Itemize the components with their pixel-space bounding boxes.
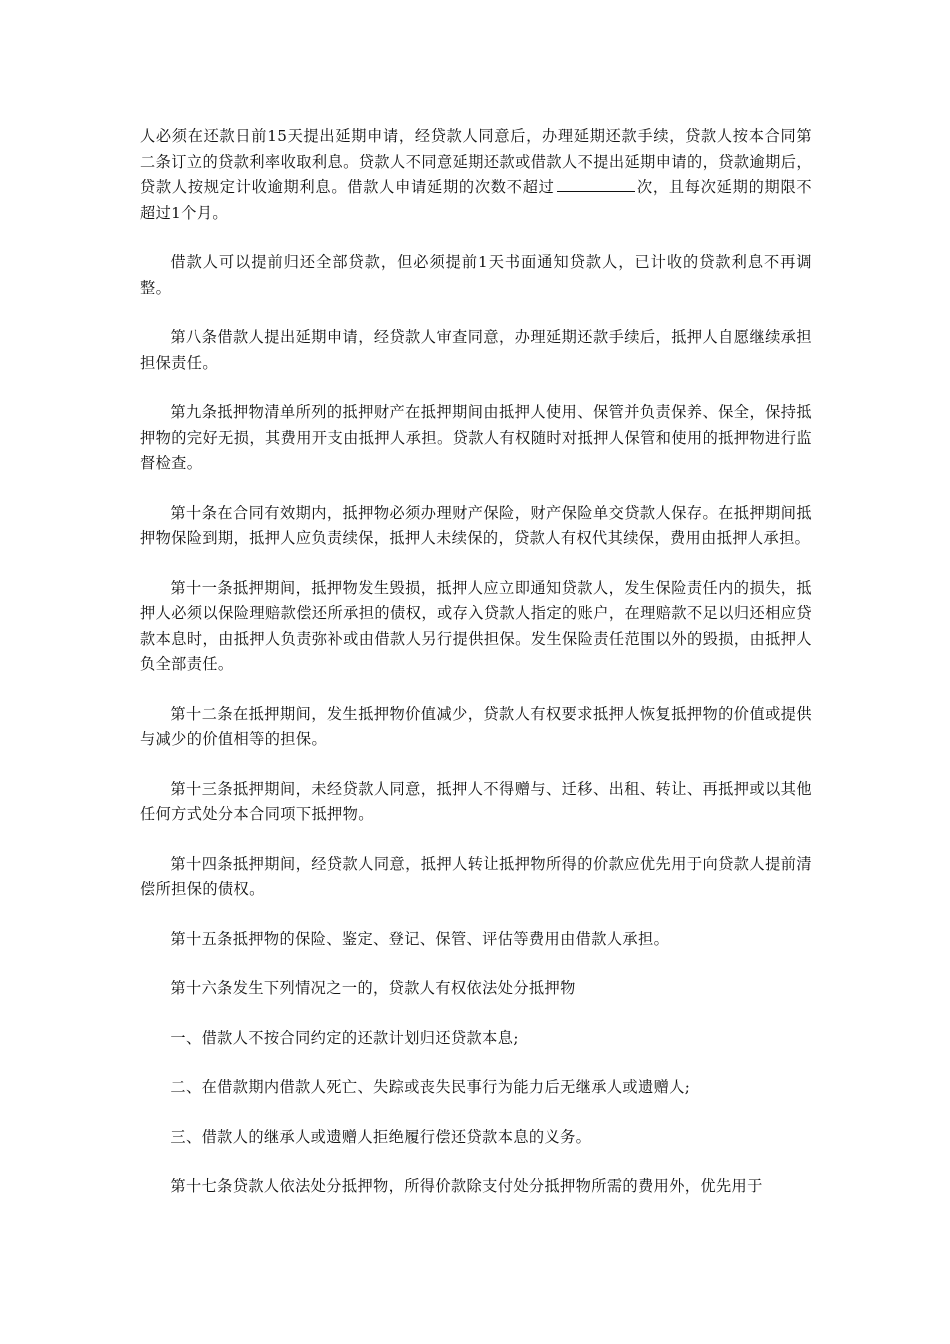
fill-in-blank	[557, 176, 635, 192]
article-16-item-3: 三、借款人的继承人或遗赠人拒绝履行偿还贷款本息的义务。	[170, 1127, 592, 1146]
paragraph-text: 次，且每次延期的期限不超过1个月。	[140, 178, 812, 222]
article-9: 第九条抵押物清单所列的抵押财产在抵押期间由抵押人使用、保管并负责保养、保全，保持抵押物的完好无损，其费用开支由抵押人承担。贷款人有权随时对抵押人保管和使用的抵押物进行监督检查。	[140, 403, 812, 472]
document-page	[140, 124, 812, 1200]
paragraph-text: 人必须在还款日前15天提出延期申请，经贷款人同意后，办理延期还款手续，贷款人按本合同第二条订立的贷款利率收取利息。贷款人不同意延期还款或借款人不提出延期申请的，贷款逾期后，贷款人按规定计收逾期利息。借款人申请延期的次数不超过	[140, 127, 812, 196]
paragraph-continuation	[140, 124, 812, 226]
article-14: 第十四条抵押期间，经贷款人同意，抵押人转让抵押物所得的价款应优先用于向贷款人提前清偿所担保的债权。	[140, 854, 812, 898]
article-13: 第十三条抵押期间，未经贷款人同意，抵押人不得赠与、迁移、出租、转让、再抵押或以其他任何方式处分本合同项下抵押物。	[140, 779, 812, 823]
article-16-item-2: 二、在借款期内借款人死亡、失踪或丧失民事行为能力后无继承人或遗赠人;	[170, 1078, 691, 1096]
article-11: 第十一条抵押期间，抵押物发生毁损，抵押人应立即通知贷款人，发生保险责任内的损失，抵押人必须以保险理赔款偿还所承担的债权，或存入贷款人指定的账户，在理赔款不足以归还相应贷款本息时，由抵押人负责弥补或由借款人另行提供担保。发生保险责任范围以外的毁损，由抵押人负全部责任。	[140, 578, 812, 673]
article-17: 第十七条贷款人依法处分抵押物，所得价款除支付处分抵押物所需的费用外，优先用于	[170, 1177, 763, 1195]
article-15: 第十五条抵押物的保险、鉴定、登记、保管、评估等费用由借款人承担。	[170, 929, 670, 948]
article-16: 第十六条发生下列情况之一的，贷款人有权依法处分抵押物	[170, 979, 576, 997]
article-8: 第八条借款人提出延期申请，经贷款人审查同意，办理延期还款手续后，抵押人自愿继续承担担保责任。	[140, 328, 812, 372]
article-12: 第十二条在抵押期间，发生抵押物价值减少，贷款人有权要求抵押人恢复抵押物的价值或提供与减少的价值相等的担保。	[140, 704, 812, 748]
article-16-item-1: 一、借款人不按合同约定的还款计划归还贷款本息;	[170, 1028, 519, 1047]
paragraph-prepayment: 借款人可以提前归还全部贷款，但必须提前1天书面通知贷款人，已计收的贷款利息不再调整。	[140, 253, 812, 297]
article-10: 第十条在合同有效期内，抵押物必须办理财产保险，财产保险单交贷款人保存。在抵押期间抵押物保险到期，抵押人应负责续保，抵押人未续保的，贷款人有权代其续保，费用由抵押人承担。	[140, 503, 812, 547]
